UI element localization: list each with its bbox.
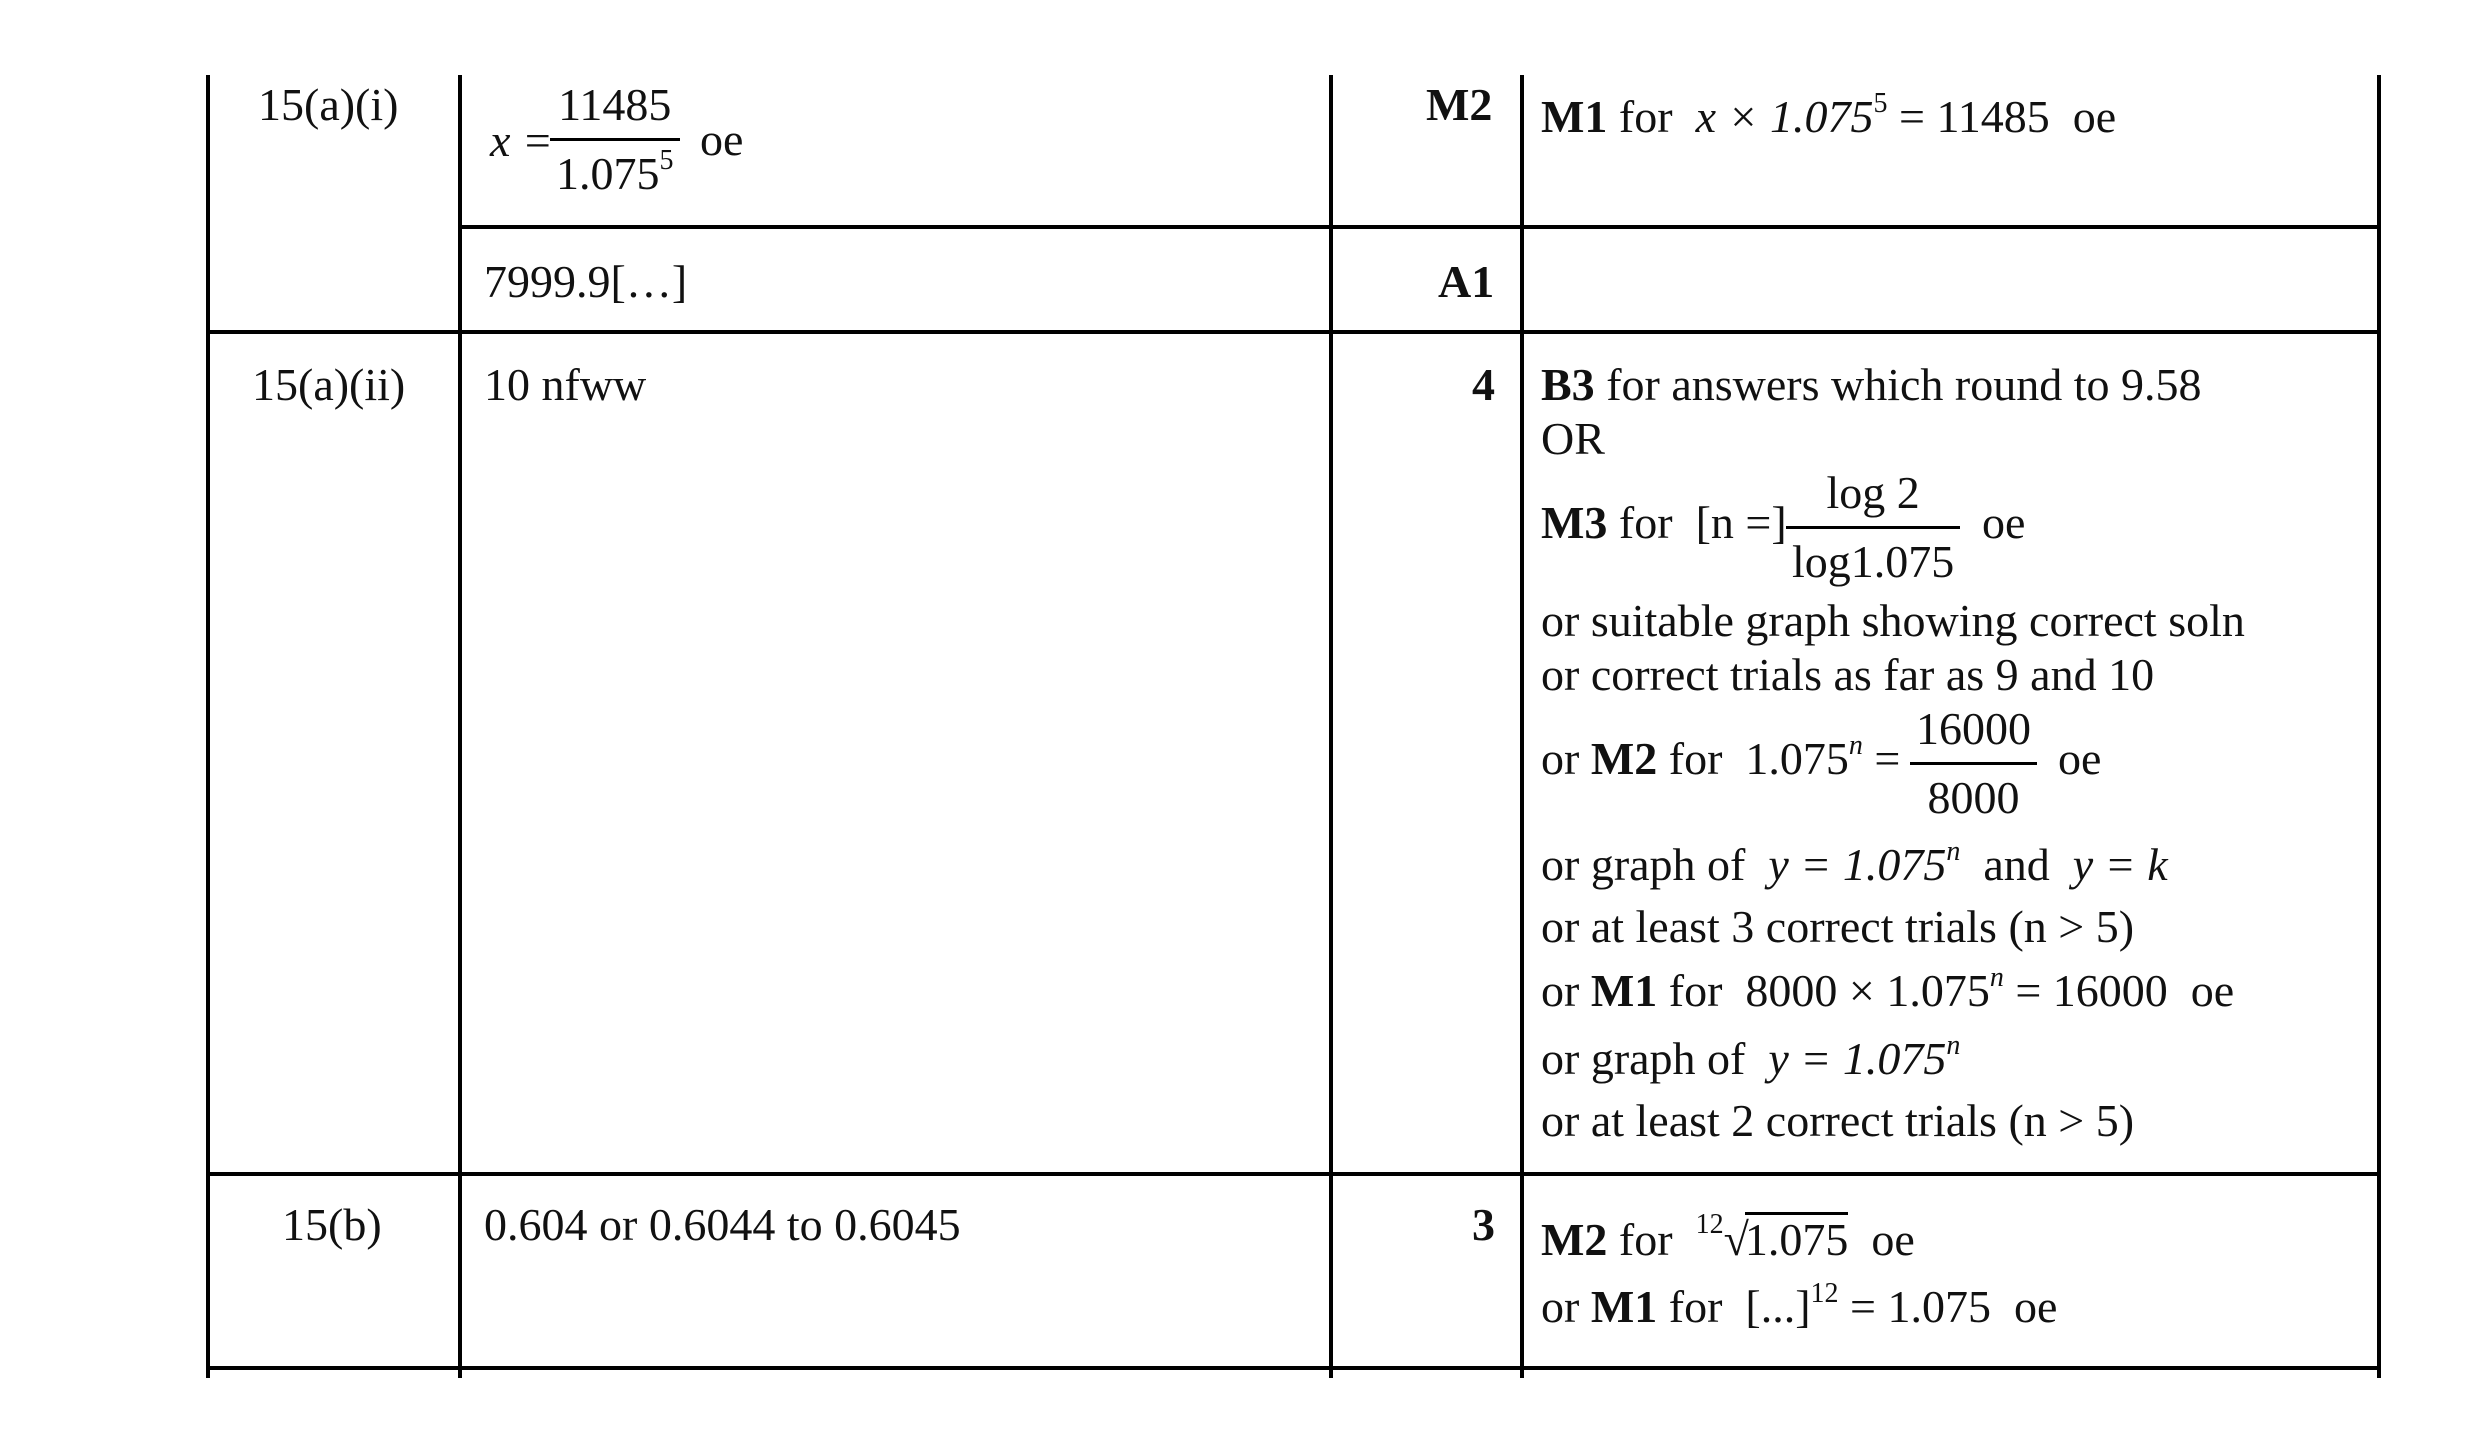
fraction-denominator: log1.075 xyxy=(1786,526,1960,585)
mark-value: 4 xyxy=(1472,359,1495,410)
guidance-equation: y = k xyxy=(2072,839,2168,890)
guidance-for: for xyxy=(1618,497,1673,548)
guidance-expression: 1.075 xyxy=(1745,733,1849,784)
table-divider-answer xyxy=(1329,75,1333,1378)
guidance-line xyxy=(1541,730,1901,784)
guidance-expression: 8000 × 1.075 xyxy=(1745,965,1990,1016)
guidance-equals: = xyxy=(1874,733,1901,784)
fraction-denominator xyxy=(550,138,680,197)
answer-value: 10 nfww xyxy=(484,359,647,410)
guidance-expression-result: = 1.075 xyxy=(1838,1281,1991,1332)
guidance-expression-result: = 16000 xyxy=(2003,965,2168,1016)
fraction-numerator: log 2 xyxy=(1826,467,1920,518)
table-border-left-top xyxy=(206,75,210,335)
guidance-and: and xyxy=(1983,839,2050,890)
guidance-exponent: n xyxy=(1989,962,2004,993)
guidance-oe: oe xyxy=(2013,1281,2058,1332)
guidance-mark: M2 xyxy=(1541,1214,1608,1265)
row-divider-3 xyxy=(206,1172,2381,1176)
answer-value: 0.604 or 0.6044 to 0.6045 xyxy=(484,1199,961,1250)
guidance-line xyxy=(1541,1030,1961,1084)
mark-value: 3 xyxy=(1472,1199,1495,1250)
table-border-bottom xyxy=(206,1366,2381,1370)
guidance-line xyxy=(1541,497,1787,548)
guidance-line xyxy=(1541,88,2117,142)
guidance-expression-result: = 11485 xyxy=(1887,91,2050,142)
guidance-for: for xyxy=(1618,1214,1673,1265)
guidance-line xyxy=(1541,1209,1915,1265)
radicand: 1.075 xyxy=(1744,1214,1849,1265)
guidance-oe: oe xyxy=(2190,965,2235,1016)
guidance-for: for xyxy=(1668,1281,1723,1332)
guidance-line xyxy=(1541,962,2235,1016)
mark-value: A1 xyxy=(1438,256,1495,307)
guidance-oe: oe xyxy=(1871,1214,1915,1265)
guidance-mark: M1 xyxy=(1590,965,1658,1016)
guidance-line xyxy=(1541,836,2168,890)
question-label: 15(b) xyxy=(282,1199,382,1250)
guidance-expression: x × 1.075 xyxy=(1695,91,1874,142)
mark-label xyxy=(1472,359,1495,410)
answer-fraction xyxy=(550,79,680,199)
fraction-numerator: 16000 xyxy=(1916,703,2031,754)
answer-oe: oe xyxy=(700,114,744,165)
guidance-line xyxy=(1541,1278,2058,1332)
guidance-line xyxy=(1541,359,2202,410)
guidance-or: or xyxy=(1541,1281,1580,1332)
guidance-oe: oe xyxy=(2058,733,2102,784)
guidance-fraction xyxy=(1910,703,2037,823)
answer-variable: x = xyxy=(490,115,553,166)
radical-sign: √ xyxy=(1723,1214,1749,1265)
guidance-oe: oe xyxy=(2072,91,2117,142)
guidance-for: for xyxy=(1618,91,1673,142)
guidance-line: OR xyxy=(1541,413,1605,464)
denominator-base: 1.075 xyxy=(556,148,660,199)
mark-value: M2 xyxy=(1426,79,1493,130)
guidance-mark: M1 xyxy=(1541,91,1608,142)
guidance-text: for answers which round to 9.58 xyxy=(1594,359,2202,410)
table-divider-mark xyxy=(1520,75,1524,1378)
question-label: 15(a)(i) xyxy=(258,79,399,130)
guidance-mark: M2 xyxy=(1590,733,1658,784)
mark-label xyxy=(1426,79,1493,130)
guidance-for: for xyxy=(1668,733,1723,784)
answer-value: 7999.9[…] xyxy=(484,256,688,307)
guidance-or: or xyxy=(1541,965,1580,1016)
guidance-text: or graph of xyxy=(1541,839,1746,890)
table-border-right xyxy=(2377,75,2381,1378)
row-divider-1 xyxy=(458,225,2381,229)
root-index: 12 xyxy=(1695,1209,1724,1240)
fraction-denominator: 8000 xyxy=(1910,762,2037,821)
guidance-exponent: n xyxy=(1848,730,1863,761)
guidance-mark: M1 xyxy=(1590,1281,1658,1332)
guidance-expression: [...] xyxy=(1745,1281,1811,1332)
question-label: 15(a)(ii) xyxy=(252,359,406,410)
guidance-line: or at least 3 correct trials (n > 5) xyxy=(1541,901,2135,952)
guidance-for: for xyxy=(1668,965,1723,1016)
guidance-n: [n =] xyxy=(1695,497,1787,548)
guidance-exponent: 12 xyxy=(1810,1278,1839,1309)
mark-label xyxy=(1438,256,1495,307)
guidance-exponent: 5 xyxy=(1873,88,1888,119)
guidance-exponent: n xyxy=(1946,1030,1961,1061)
guidance-equation: y = 1.075 xyxy=(1768,839,1947,890)
guidance-exponent: n xyxy=(1946,836,1961,867)
guidance-mark: B3 xyxy=(1541,359,1595,410)
guidance-or: or xyxy=(1541,733,1580,784)
table-border-left xyxy=(206,332,210,1378)
denominator-exponent: 5 xyxy=(659,145,674,176)
guidance-mark: M3 xyxy=(1541,497,1608,548)
guidance-line: or suitable graph showing correct soln xyxy=(1541,595,2245,646)
guidance-equation: y = 1.075 xyxy=(1768,1033,1947,1084)
fraction-numerator: 11485 xyxy=(558,79,672,130)
guidance-line: or correct trials as far as 9 and 10 xyxy=(1541,649,2155,700)
guidance-line: or at least 2 correct trials (n > 5) xyxy=(1541,1095,2135,1146)
guidance-fraction xyxy=(1786,467,1960,587)
row-divider-2 xyxy=(206,330,2381,334)
mark-label xyxy=(1472,1199,1495,1250)
guidance-text: or graph of xyxy=(1541,1033,1746,1084)
guidance-oe: oe xyxy=(1982,497,2026,548)
table-divider-question xyxy=(458,75,462,1378)
